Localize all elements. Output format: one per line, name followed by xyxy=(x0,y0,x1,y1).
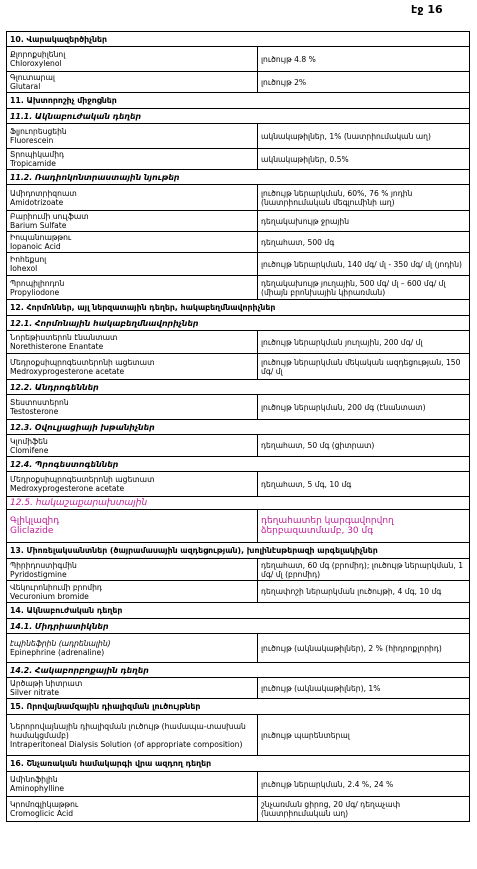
table-row xyxy=(7,634,470,663)
medicine-name-english: Cromoglicic Acid xyxy=(10,809,74,818)
medicine-name-armenian: Վեկուրոնիումի բրոմիդ xyxy=(10,582,102,592)
medicine-name-armenian: Պրոպիլիոդոն xyxy=(10,278,65,288)
dosage-form-cell: դեղահատ, 5 մգ, 10 մգ xyxy=(258,472,470,497)
subsection-heading: 12.4. Պրոգեստոգեններ xyxy=(7,457,470,472)
medicine-name-armenian: Պիրիդոստիգմին xyxy=(10,560,77,570)
medicine-name-english: Medroxyprogesterone acetate xyxy=(10,366,125,376)
section-heading: 13. Միոռելակսանտներ (ծայրամասային ազդեցության), խոլինէսթերազի արգելակիչներ xyxy=(7,543,470,559)
medicine-name-cell xyxy=(7,581,258,603)
section-heading: 16. Շնչառական համակարգի վրա ազդող դեղեր xyxy=(7,756,470,772)
table-row xyxy=(7,124,470,149)
medicine-name-cell xyxy=(7,124,258,149)
medicine-name-english: Iohexol xyxy=(10,264,38,273)
medicine-name-cell xyxy=(7,276,258,300)
subsection-heading: 11.2. Ռադիոկոնտրաստային նյութեր xyxy=(7,170,470,185)
table-row xyxy=(7,331,470,354)
medicine-name-armenian: Իոհեքսոլ xyxy=(10,255,47,264)
medicine-name-armenian: Ամիդոտրիզոատ xyxy=(10,188,77,198)
medicines-table xyxy=(6,31,470,822)
medicine-name-cell xyxy=(7,185,258,211)
dosage-form-cell: լուծույթ 2% xyxy=(258,72,470,93)
table-row xyxy=(7,559,470,581)
section-heading: 15. Որովայնամզային դիալիզման լուծույթներ xyxy=(7,699,470,715)
medicine-name-english: Vecuronium bromide xyxy=(10,591,89,601)
medicine-name-armenian: Տեստոստերոն xyxy=(10,398,69,407)
medicine-name-cell xyxy=(7,47,258,72)
table-row xyxy=(7,472,470,497)
medicine-name-armenian: Ամինոֆիլին xyxy=(10,775,58,784)
medicine-name-armenian: Ֆլյուորեսցեին xyxy=(10,127,67,136)
medicine-name-english: Amidotrizoate xyxy=(10,197,64,207)
medicine-name-armenian: Տրոպիկամիդ xyxy=(10,150,65,159)
section-heading: 10. Վարակազերծիչներ xyxy=(7,32,470,47)
medicine-name-cell xyxy=(7,253,258,276)
medicine-name-armenian: Նորեթիստերոն էնանտատ xyxy=(10,333,118,342)
medicine-name-english: Intraperitoneal Dialysis Solution (of appropriate composition) xyxy=(10,739,243,749)
dosage-form-cell: դեղահատ, 50 մգ (ցիտրատ) xyxy=(258,435,470,457)
table-row xyxy=(7,510,470,543)
dosage-form-cell: լուծույթ ներարկման, 2.4 %, 24 % xyxy=(258,772,470,797)
subsection-heading: 11.1. Ակնաբուժական դեղեր xyxy=(7,109,470,124)
medicine-name-cell xyxy=(7,395,258,420)
dosage-form-cell: շնչառման ցիրոց, 20 մգ/ դեղաչափ (նատրիումական աղ) xyxy=(258,797,470,822)
subsection-heading: 12.3. Օվուլյացիայի խթանիչներ xyxy=(7,420,470,435)
table-row xyxy=(7,715,470,756)
medicine-name-cell xyxy=(7,634,258,663)
section-heading: 11. Ախտորոշիչ միջոցներ xyxy=(7,93,470,109)
table-row xyxy=(7,395,470,420)
medicine-name-cell xyxy=(7,559,258,581)
section-row xyxy=(7,603,470,619)
subsection-heading: 14.2. Հակաբորբոքային դեղեր xyxy=(7,663,470,678)
table-row xyxy=(7,435,470,457)
medicine-name-english: Iopanoic Acid xyxy=(10,242,61,251)
dosage-form-cell: լուծույթ ներարկման, 140 մգ/ մլ - 350 մգ/ մլ (յոդին) xyxy=(258,253,470,276)
medicine-name-english: Fluorescein xyxy=(10,136,54,145)
medicine-name-english: Norethisterone Enantate xyxy=(10,342,104,351)
dosage-form-cell: ակնակաթիլներ, 0.5% xyxy=(258,149,470,170)
medicine-name-english: Glutaral xyxy=(10,82,41,91)
medicine-name-cell xyxy=(7,797,258,822)
subsection-heading: 12.2. Անդրոգեններ xyxy=(7,380,470,395)
section-row xyxy=(7,756,470,772)
medicine-name-english: Clomifene xyxy=(10,445,49,455)
medicine-name-armenian: Գլիկլազիդ xyxy=(10,516,60,526)
table-row xyxy=(7,72,470,93)
dosage-form-cell: լուծույթ ներարկման մեկական ազդեցության, 150 մգ/ մլ xyxy=(258,354,470,380)
dosage-form-cell: դեղափոշի ներարկման լուծույթի, 4 մգ, 10 մգ xyxy=(258,581,470,603)
medicine-name-armenian: Կլոմիֆեն xyxy=(10,436,48,446)
medicine-name-cell xyxy=(7,149,258,170)
medicine-name-english: Medroxyprogesterone acetate xyxy=(10,484,125,493)
medicine-name-armenian: Մեդրօքսիպրոգեստերոնի ացետատ xyxy=(10,357,155,367)
table-row xyxy=(7,211,470,232)
medicine-name-cell xyxy=(7,678,258,699)
section-row xyxy=(7,170,470,185)
medicine-name-armenian: Մեդրօքսիպրոգեստերոնի ացետատ xyxy=(10,475,155,484)
section-row xyxy=(7,699,470,715)
dosage-form-cell: դեղահատ, 60 մգ (բրոմիդ); լուծույթ ներարկման, 1 մգ/ մլ (բրոմիդ) xyxy=(258,559,470,581)
medicine-name-english: Propyliodone xyxy=(10,287,60,297)
medicine-name-english: Aminophylline xyxy=(10,784,65,793)
dosage-form-cell: լուծույթ 4.8 % xyxy=(258,47,470,72)
medicine-name-armenian: Ներորովայնային դիալիզման լուծույթ (համապա-տասխան համակցմամբ) xyxy=(10,721,246,740)
subsection-heading: 14.1. Միդրիատիկներ xyxy=(7,619,470,634)
dosage-form-cell: ակնակաթիլներ, 1% (նատրիումական աղ) xyxy=(258,124,470,149)
subsection-heading: 12.5. հակաշաքարախտային xyxy=(7,497,470,510)
medicine-name-cell xyxy=(7,354,258,380)
table-row xyxy=(7,276,470,300)
section-row xyxy=(7,300,470,316)
medicine-name-cell xyxy=(7,510,258,543)
dosage-form-cell: դեղահատ, 500 մգ xyxy=(258,232,470,253)
table-row xyxy=(7,47,470,72)
table-row xyxy=(7,581,470,603)
subsection-heading: 12.1. Հորմոնային հակաբեղմնավորիչներ xyxy=(7,316,470,331)
medicine-name-cell xyxy=(7,772,258,797)
section-row xyxy=(7,619,470,634)
section-row xyxy=(7,543,470,559)
medicine-name-cell xyxy=(7,211,258,232)
medicine-name-english: Chloroxylenol xyxy=(10,59,62,68)
dosage-form-cell: դեղակախույթ յուղային, 500 մգ/ մլ – 600 մգ/ մլ (միայն բրոնխային կիրառման) xyxy=(258,276,470,300)
medicine-name-cell xyxy=(7,715,258,756)
medicine-name-cell xyxy=(7,472,258,497)
table-row xyxy=(7,232,470,253)
section-row xyxy=(7,663,470,678)
table-row xyxy=(7,253,470,276)
dosage-form-cell: լուծույթ (ակնակաթիլներ), 1% xyxy=(258,678,470,699)
dosage-form-cell: լուծույթ ներարկման, 200 մգ (էնանտատ) xyxy=(258,395,470,420)
medicine-name-english: Tropicamide xyxy=(10,159,56,168)
table-row xyxy=(7,678,470,699)
medicine-name-armenian: Արծաթի նիտրատ xyxy=(10,679,83,688)
table-row xyxy=(7,149,470,170)
medicine-name-armenian: Գլուտարալ xyxy=(10,73,55,82)
section-row xyxy=(7,457,470,472)
section-row xyxy=(7,497,470,510)
dosage-form-cell: լուծույթ ներարկման, 60%, 76 % յոդին (նատրիումական մեգլումինի աղ) xyxy=(258,185,470,211)
section-row xyxy=(7,32,470,47)
dosage-form-cell: լուծույթ (ակնակաթիլներ), 2 % (հիդրոքլորիդ) xyxy=(258,634,470,663)
medicine-name-english: Epinephrine (adrenaline) xyxy=(10,648,105,657)
dosage-form-cell: լուծույթ ներարկման յուղային, 200 մգ/ մլ xyxy=(258,331,470,354)
section-row xyxy=(7,380,470,395)
dosage-form-cell: լուծույթ պարենտերալ xyxy=(258,715,470,756)
medicine-name-english: Gliclazide xyxy=(10,526,54,536)
table-row xyxy=(7,354,470,380)
medicine-name-armenian: էպինեֆրին (ադրենալին) xyxy=(10,639,111,648)
medicine-name-english: Pyridostigmine xyxy=(10,569,67,579)
medicine-name-english: Barium Sulfate xyxy=(10,221,67,230)
medicine-name-english: Testosterone xyxy=(10,407,59,416)
section-row xyxy=(7,420,470,435)
page-number: էջ 16 xyxy=(411,3,443,16)
medicine-name-english: Silver nitrate xyxy=(10,688,60,697)
medicine-name-cell xyxy=(7,331,258,354)
section-row xyxy=(7,316,470,331)
table-row xyxy=(7,772,470,797)
medicine-name-armenian: Կրոմոգլիկաթթու xyxy=(10,800,79,809)
medicine-name-cell xyxy=(7,435,258,457)
section-heading: 12. Հորմոններ, այլ ներզատային դեղեր, հակաբեղմնավորիչներ xyxy=(7,300,470,316)
medicine-name-armenian: Իոպանոաթթու xyxy=(10,233,72,242)
table-row xyxy=(7,797,470,822)
section-heading: 14. Ակնաբուժական դեղեր xyxy=(7,603,470,619)
medicine-name-cell xyxy=(7,232,258,253)
dosage-form-cell: դեղահատեր կարգավորվող ձերբազատմամբ, 30 մգ xyxy=(258,510,470,543)
medicine-name-armenian: Քլորոքսիլենոլ xyxy=(10,50,66,59)
section-row xyxy=(7,109,470,124)
medicine-name-cell xyxy=(7,72,258,93)
section-row xyxy=(7,93,470,109)
dosage-form-cell: դեղակախույթ ջրային xyxy=(258,211,470,232)
medicine-name-armenian: Բարիումի սուլֆատ xyxy=(10,212,89,221)
table-row xyxy=(7,185,470,211)
